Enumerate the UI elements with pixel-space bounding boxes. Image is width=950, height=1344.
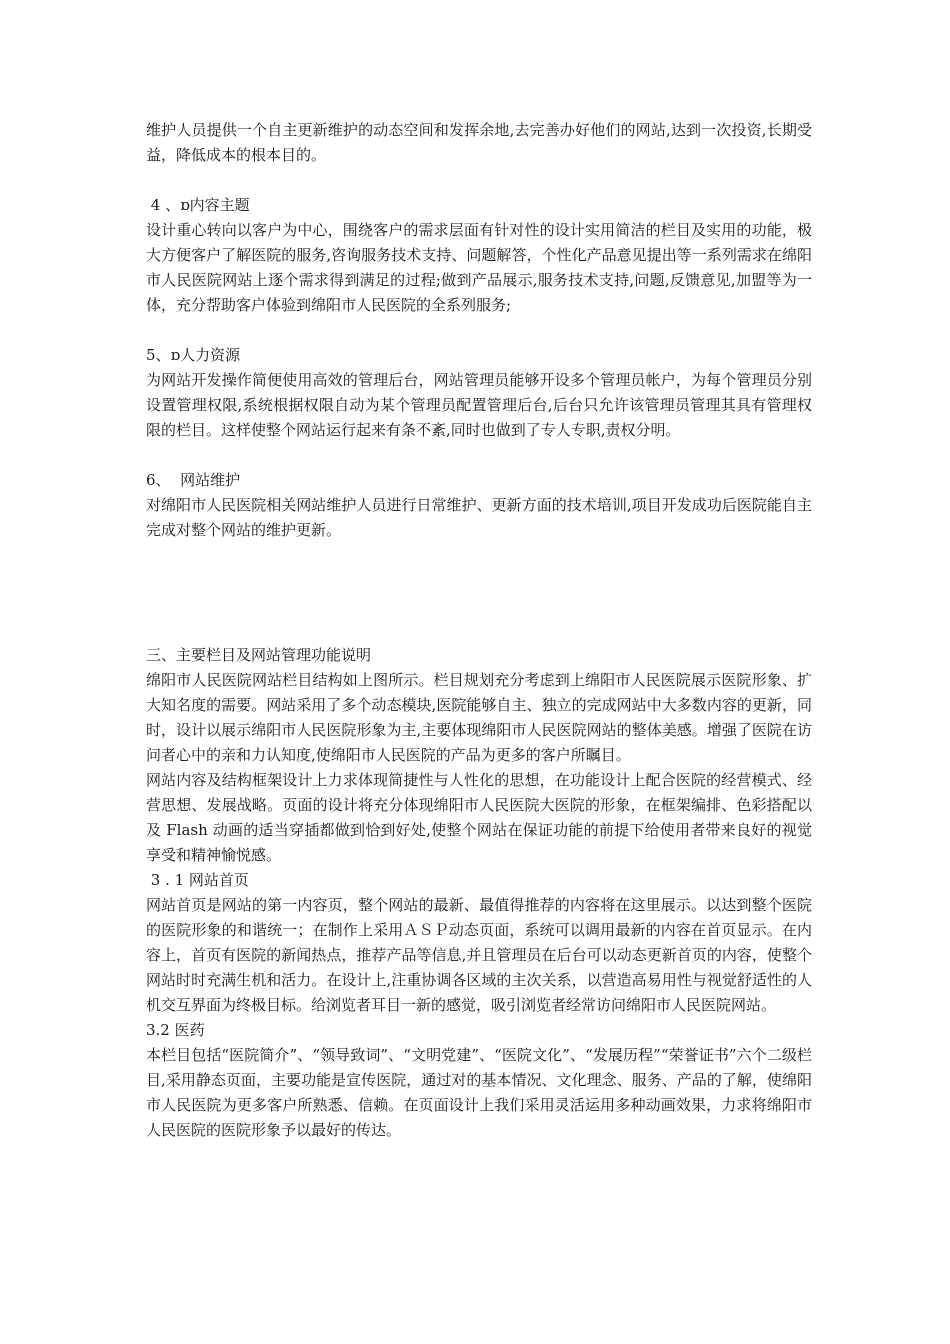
section-3-2-paragraph: 本栏目包括“医院简介”、“领导致词”、“文明党建”、“医院文化”、“发展历程”“荣誉证书”六个二级栏目,采用静态页面，主要功能是宣传医院，通过对的基本情况、文化理念、服务、产品的了解，使绵阳市人民医院为更多客户所熟悉、信赖。在页面设计上我们采用灵活运用多种动画效果，力求将绵阳市人民医院的医院形象予以最好的传达。	[146, 1046, 812, 1139]
section-3-1-paragraph: 网站首页是网站的第一内容页，整个网站的最新、最值得推荐的内容将在这里展示。以达到整个医院的医院形象的和谐统一；在制作上采用ＡＳＰ动态页面，系统可以调用最新的内容在首页显示。在内容上，首页有医院的新闻热点，推荐产品等信息,并且管理员在后台可以动态更新首页的内容，使整个网站时时充满生机和活力。在设计上,注重协调各区域的主次关系，以营造高易用性与视觉舒适性的人机交互界面为终极目标。给浏览者耳目一新的感觉，吸引浏览者经常访问绵阳市人民医院网站。	[146, 896, 812, 1014]
spacer	[146, 318, 812, 343]
section-3-2-heading: 3.2 医药	[146, 1021, 205, 1039]
intro-paragraph: 维护人员提供一个自主更新维护的动态空间和发挥余地,去完善办好他们的网站,达到一次投资,长期受益，降低成本的根本目的。	[146, 121, 812, 164]
spacer	[146, 168, 812, 193]
section-3-1-heading: 3 . 1 网站首页	[146, 871, 249, 889]
section-6-paragraph: 对绵阳市人民医院相关网站维护人员进行日常维护、更新方面的技术培训,项目开发成功后医院能自主完成对整个网站的维护更新。	[146, 496, 812, 539]
section-6-heading: 6、 网站维护	[146, 471, 241, 489]
section-4-heading: 4 、ɒ内容主题	[146, 196, 250, 214]
spacer	[146, 443, 812, 468]
section-4-paragraph: 设计重心转向以客户为中心，围绕客户的需求层面有针对性的设计实用简洁的栏目及实用的功能，极大方便客户了解医院的服务,咨询服务技术支持、问题解答，个性化产品意见提出等一系列需求在绵阳市人民医院网站上逐个需求得到满足的过程;做到产品展示,服务技术支持,问题,反馈意见,加盟等为一体，充分帮助客户体验到绵阳市人民医院的全系列服务;	[146, 221, 812, 314]
chapter-3-paragraph-1: 绵阳市人民医院网站栏目结构如上图所示。栏目规划充分考虑到上绵阳市人民医院展示医院形象、扩大知名度的需要。网站采用了多个动态模块,医院能够自主、独立的完成网站中大多数内容的更新，同时，设计以展示绵阳市人民医院形象为主,主要体现绵阳市人民医院网站的整体美感。增强了医院在访问者心中的亲和力认知度,使绵阳市人民医院的产品为更多的客户所瞩目。	[146, 671, 812, 764]
document-page	[146, 118, 812, 1143]
spacer	[146, 543, 812, 643]
section-5-heading: 5、ɒ人力资源	[146, 346, 241, 364]
chapter-3-heading: 三、主要栏目及网站管理功能说明	[146, 646, 372, 664]
section-5-paragraph: 为网站开发操作简便使用高效的管理后台，网站管理员能够开设多个管理员帐户，为每个管理员分别设置管理权限,系统根据权限自动为某个管理员配置管理后台,后台只允许该管理员管理其具有管理权限的栏目。这样使整个网站运行起来有条不紊,同时也做到了专人专职,责权分明。	[146, 371, 812, 439]
chapter-3-paragraph-2: 网站内容及结构框架设计上力求体现简捷性与人性化的思想，在功能设计上配合医院的经营模式、经营思想、发展战略。页面的设计将充分体现绵阳市人民医院大医院的形象，在框架编排、色彩搭配以及 Flash 动画的适当穿插都做到恰到好处,使整个网站在保证功能的前提下给使用者带来良好的视觉享受和精神愉悦感。	[146, 771, 812, 864]
